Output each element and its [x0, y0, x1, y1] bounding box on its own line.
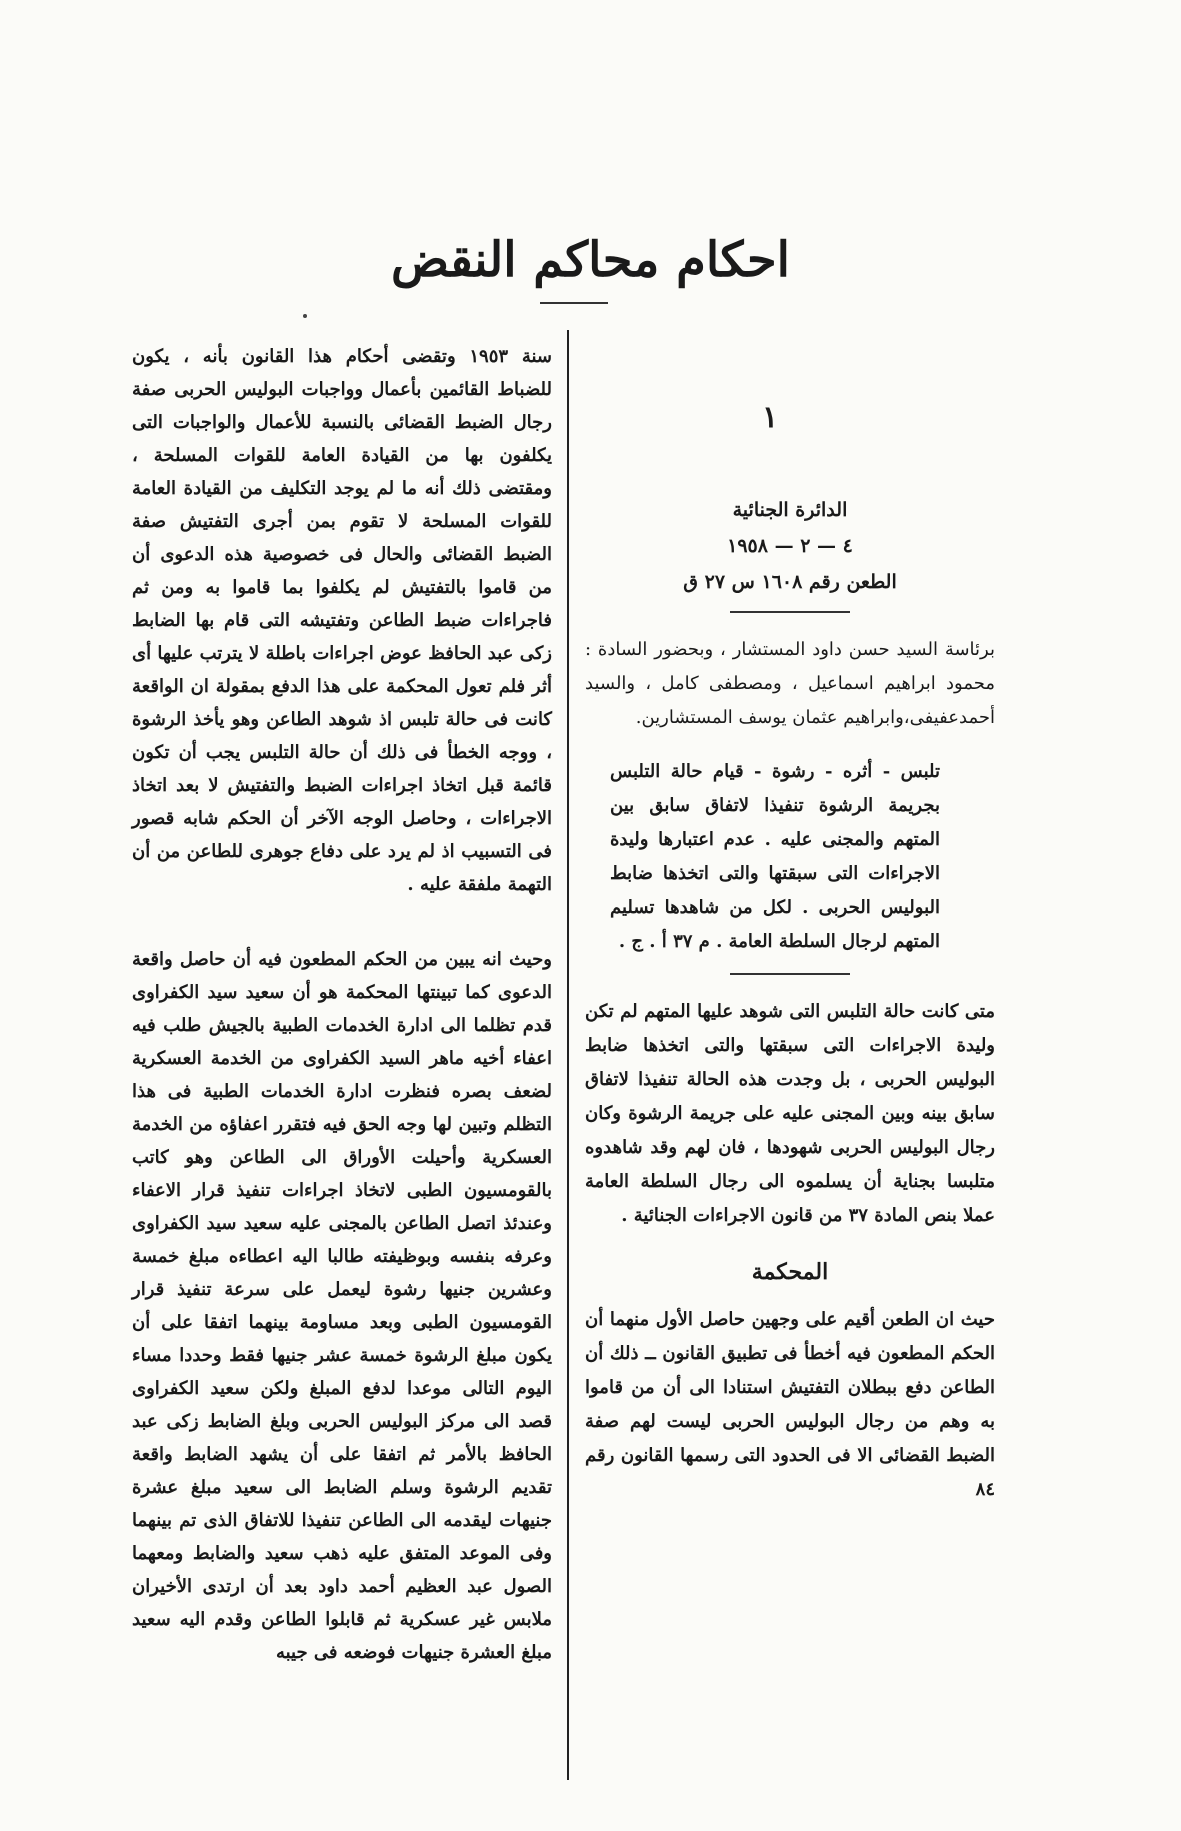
judgment-date: ٤ — ٢ — ١٩٥٨ — [727, 535, 853, 557]
court-reasons: حيث ان الطعن أقيم على وجهين حاصل الأول منهما أن الحكم المطعون فيه أخطأ فى تطبيق القانون ــ ذلك أن الطاعن دفع ببطلان التفتيش استنادا الى أن من قاموا به وهم من رجال البوليس الحربى ليست لهم صفة الضبط القضائى الا فى الحدود التى رسمها القانون رقم ٨٤ — [585, 1309, 995, 1500]
left-column — [132, 340, 552, 1790]
left-paragraph-2: وحيث انه يبين من الحكم المطعون فيه أن حاصل واقعة الدعوى كما تبينتها المحكمة هو أن سعيد سيد الكفراوى قدم تظلما الى ادارة الخدمات الطبية بالجيش طلب فيه اعفاء أخيه ماهر السيد الكفراوى من الخدمة العسكرية لضعف بصره فنظرت ادارة الخدمات الطبية فى هذا التظلم وتبين لها وجه الحق فيه فتقرر اعفاؤه من الخدمة العسكرية وأحيلت الأوراق الى الطاعن وهو كاتب بالقومسيون الطبى لاتخاذ اجراءات تنفيذ قرار الاعفاء وعندئذ اتصل الطاعن بالمجنى عليه سعيد سيد الكفراوى وعرفه بنفسه وبوظيفته طالبا اليه اعطاءه مبلغ خمسة وعشرين جنيها رشوة ليعمل على سرعة تنفيذ قرار القومسيون الطبى وبعد مساومة بينهما اتفقا على أن يكون مبلغ الرشوة خمسة عشر جنيها فقط وحددا مساء اليوم التالى موعدا لدفع المبلغ ولكن سعيد الكفراوى قصد الى مركز البوليس الحربى وبلغ الضابط زكى عبد الحافظ بالأمر ثم اتفقا على أن يشهد الضابط واقعة تقديم الرشوة وسلم الضابط الى سعيد مبلغ عشرة جنيهات ليقدمه الى الطاعن تنفيذا للاتفاق الذى تم بينهما وفى الموعد المتفق عليه ذهب سعيد والضابط ومعهما الصول عبد العظيم أحمد داود بعد أن ارتدى الأخيران ملابس غير عسكرية ثم قابلوا الطاعن وقدم اليه سعيد مبلغ العشرة جنيهات فوضعه فى جيبه — [132, 949, 552, 1663]
page-title: احكام محاكم النقض — [391, 232, 790, 288]
headnote-summary: تلبس - أثره - رشوة - قيام حالة التلبس بجريمة الرشوة تنفيذا لاتفاق سابق بين المتهم والمجنى عليه . عدم اعتبارها وليدة الاجراءات التى سبقتها والتى اتخذها ضابط البوليس الحربى . لكل من شاهدها تسليم المتهم لرجال السلطة العامة . م ٣٧ أ . ج . — [610, 761, 940, 952]
title-divider — [540, 302, 608, 304]
section-divider — [730, 611, 850, 613]
section-divider-2 — [730, 973, 850, 975]
legal-principle: متى كانت حالة التلبس التى شوهد عليها المتهم لم تكن وليدة الاجراءات التى سبقتها والتى اتخذها ضابط البوليس الحربى ، بل وجدت هذه الحالة تنفيذا لاتفاق سابق بينه وبين المجنى عليه على جريمة الرشوة وكان رجال البوليس الحربى شهودها ، فان لهم وقد شاهدوه متلبسا بجناية أن يسلموه الى رجال السلطة العامة عملا بنص المادة ٣٧ من قانون الاجراءات الجنائية . — [585, 1001, 995, 1226]
circuit-label: الدائرة الجنائية — [732, 499, 848, 521]
court-heading: المحكمة — [751, 1259, 829, 1285]
column-divider — [567, 330, 569, 1780]
left-paragraph-1: سنة ١٩٥٣ وتقضى أحكام هذا القانون بأنه ، يكون للضباط القائمين بأعمال وواجبات البوليس الحربى صفة رجال الضبط القضائى بالنسبة للأعمال والواجبات التى يكلفون بها من القيادة العامة للقوات المسلحة ، ومقتضى ذلك أنه ما لم يوجد التكليف من القيادة العامة للقوات المسلحة لا تقوم بمن أجرى التفتيش صفة الضبط القضائى والحال فى خصوصية هذه الدعوى أن من قاموا بالتفتيش لم يكلفوا بما قاموا به ومن ثم فاجراءات ضبط الطاعن وتفتيشه التى قام بها الضابط زكى عبد الحافظ عوض اجراءات باطلة لا يترتب عليها أى أثر فلم تعول المحكمة على هذا الدفع بمقولة ان الواقعة كانت فى حالة تلبس اذ شوهد الطاعن وهو يأخذ الرشوة ، ووجه الخطأ فى ذلك أن حالة التلبس يجب أن تكون قائمة قبل اتخاذ اجراءات الضبط والتفتيش لا بعد اتخاذ الاجراءات ، وحاصل الوجه الآخر أن الحكم شابه قصور فى التسبيب اذ لم يرد على دفاع جوهرى للطاعن من أن التهمة ملفقة عليه . — [132, 346, 552, 895]
appeal-reference: الطعن رقم ١٦٠٨ س ٢٧ ق — [683, 571, 897, 593]
dot-mark — [303, 314, 307, 318]
presidency-text: برئاسة السيد حسن داود المستشار ، وبحضور السادة : محمود ابراهيم اسماعيل ، ومصطفى كامل ، والسيد أحمدعفيفى،وابراهيم عثمان يوسف المستشارين. — [585, 639, 995, 728]
case-number: ١ — [761, 400, 779, 435]
right-column — [585, 340, 995, 1790]
